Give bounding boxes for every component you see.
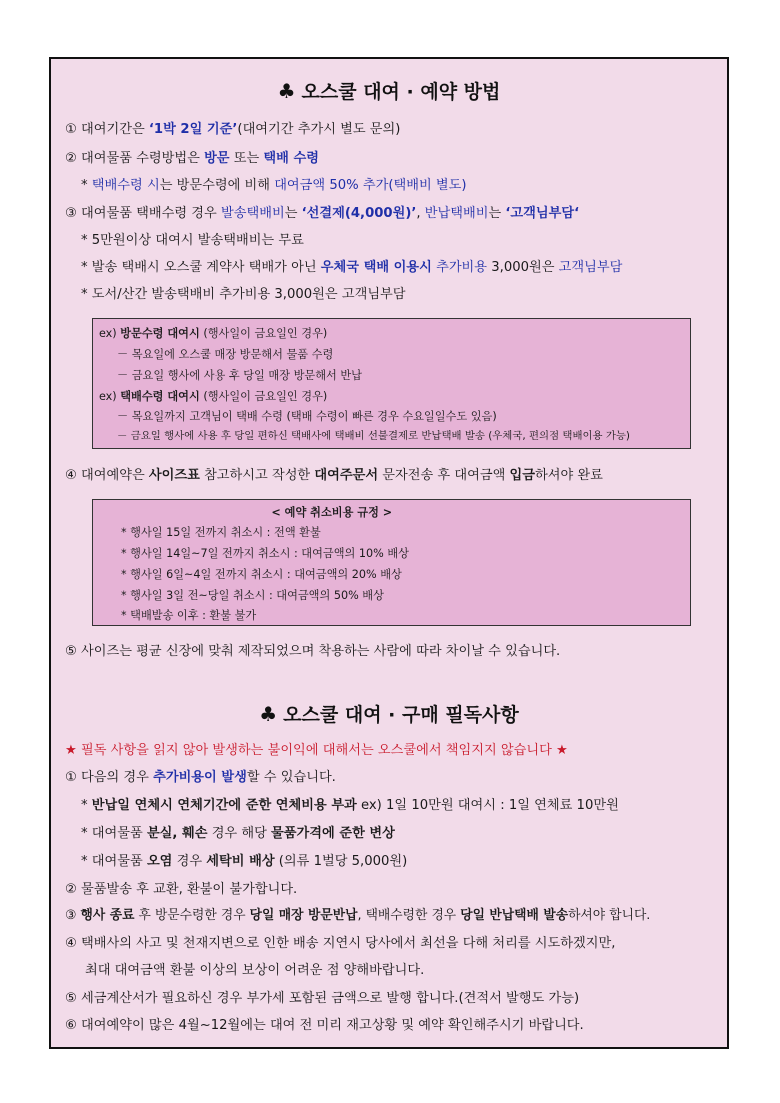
example-delivery-step1: － 목요일까지 고객님이 택배 수령 (택배 수령이 빠른 경우 수요일일수도 있음)	[117, 410, 497, 423]
example-box	[92, 318, 691, 449]
club-icon: ♣	[259, 702, 278, 726]
tax-invoice-line: ⑤ 세금계산서가 필요하신 경우 부가세 포함된 금액으로 발행 합니다.(견적서 발행도 가능)	[65, 991, 580, 1006]
laundry-line: * 대여물품 오염 경우 세탁비 배상 (의류 1벌당 5,000원)	[81, 854, 408, 869]
cancellation-policy-box	[92, 499, 691, 626]
remote-area-line: * 도서/산간 발송택배비 추가비용 3,000원은 고객님부담	[81, 287, 406, 302]
delivery-surcharge-line: * 택배수령 시는 방문수령에 비해 대여금액 50% 추가(택배비 별도)	[81, 178, 467, 193]
cancellation-item: * 행사일 6일~4일 전까지 취소시 : 대여금액의 20% 배상	[121, 568, 402, 581]
cancellation-item: * 행사일 3일 전~당일 취소시 : 대여금액의 50% 배상	[121, 589, 384, 602]
damage-line: * 대여물품 분실, 훼손 경우 해당 물품가격에 준한 변상	[81, 826, 395, 841]
example-delivery-step2: － 금요일 행사에 사용 후 당일 편하신 택배사에 택배비 선불결제로 반납택배 발송 (우체국, 편의점 택배이용 가능)	[117, 430, 630, 442]
no-refund-line: ② 물품발송 후 교환, 환불이 불가합니다.	[65, 882, 298, 897]
warning-line: ★ 필독 사항을 읽지 않아 발생하는 불이익에 대해서는 오스쿨에서 책임지지 않습니다 ★	[65, 743, 568, 758]
cancellation-item: * 행사일 15일 전까지 취소시 : 전액 환불	[121, 526, 321, 539]
delivery-fee-line: ③ 대여물품 택배수령 경우 발송택배비는 ‘선결제(4,000원)’, 반납택배비는 ‘고객님부담‘	[65, 206, 580, 221]
receive-method-line: ② 대여물품 수령방법은 방문 또는 택배 수령	[65, 151, 319, 166]
example-visit-step1: － 목요일에 오스쿨 매장 방문해서 물품 수령	[117, 348, 334, 361]
cancellation-policy-title: < 예약 취소비용 규정 >	[271, 506, 393, 519]
delay-line: ④ 택배사의 사고 및 천재지변으로 인한 배송 지연시 당사에서 최선을 다해 처리를 시도하겠지만,	[65, 936, 616, 951]
size-note-line: ⑤ 사이즈는 평균 신장에 맞춰 제작되었으며 착용하는 사람에 따라 차이날 수 있습니다.	[65, 644, 561, 659]
peak-season-line: ⑥ 대여예약이 많은 4월~12월에는 대여 전 미리 재고상황 및 예약 확인해주시기 바랍니다.	[65, 1018, 584, 1033]
cancellation-item: * 택배발송 이후 : 환불 불가	[121, 609, 257, 622]
rental-section-title: ♣ 오스쿨 대여 · 예약 방법	[277, 79, 501, 103]
late-fee-line: * 반납일 연체시 연체기간에 준한 연체비용 부과 ex) 1일 10만원 대여시 : 1일 연체료 10만원	[81, 798, 619, 813]
club-icon: ♣	[277, 79, 296, 103]
delay-line-cont: 최대 대여금액 환불 이상의 보상이 어려운 점 양해바랍니다.	[85, 963, 425, 978]
rental-period-line: ① 대여기간은 ‘1박 2일 기준’(대여기간 추가시 별도 문의)	[65, 122, 401, 137]
notice-panel	[49, 57, 729, 1049]
post-office-line: * 발송 택배시 오스쿨 계약사 택배가 아닌 우체국 택배 이용시 추가비용 3,000원은 고객님부담	[81, 260, 623, 275]
notice-section-title: ♣ 오스쿨 대여 · 구매 필독사항	[259, 702, 519, 726]
example-delivery-title: ex) 택배수령 대여시 (행사일이 금요일인 경우)	[99, 390, 328, 403]
example-visit-title: ex) 방문수령 대여시 (행사일이 금요일인 경우)	[99, 327, 328, 340]
reservation-line: ④ 대여예약은 사이즈표 참고하시고 작성한 대여주문서 문자전송 후 대여금액 입금하셔야 완료	[65, 468, 603, 483]
free-shipping-line: * 5만원이상 대여시 발송택배비는 무료	[81, 233, 304, 248]
example-visit-step2: － 금요일 행사에 사용 후 당일 매장 방문해서 반납	[117, 369, 362, 382]
cancellation-item: * 행사일 14일~7일 전까지 취소시 : 대여금액의 10% 배상	[121, 547, 409, 560]
return-line: ③ 행사 종료 후 방문수령한 경우 당일 매장 방문반납, 택배수령한 경우 당일 반납택배 발송하셔야 합니다.	[65, 908, 651, 923]
extra-cost-line: ① 다음의 경우 추가비용이 발생할 수 있습니다.	[65, 770, 336, 785]
